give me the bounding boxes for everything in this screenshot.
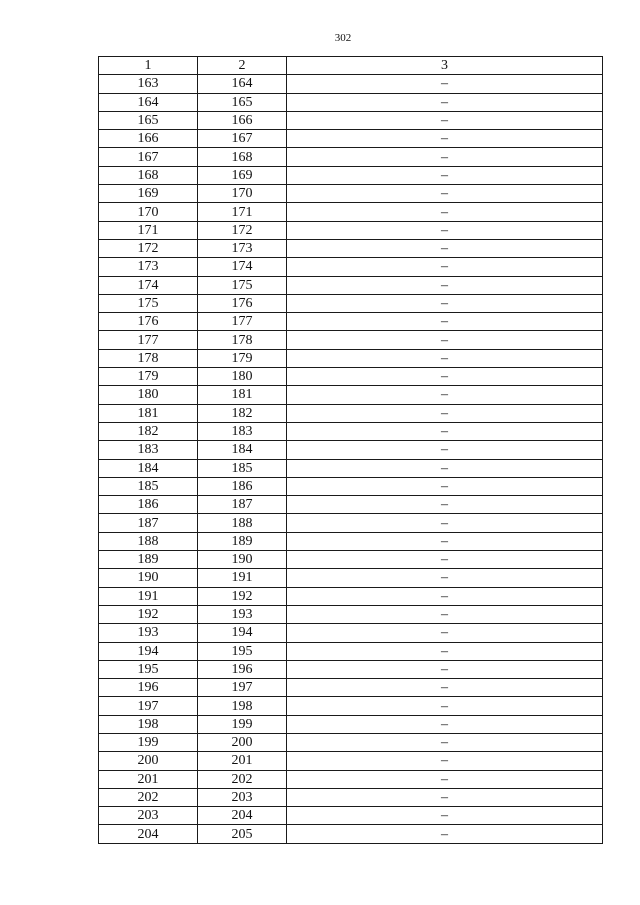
table-cell-col-2: 171	[198, 203, 287, 221]
table-cell-col-1: 188	[99, 532, 198, 550]
table-cell-col-1: 165	[99, 111, 198, 129]
table-cell-col-2: 164	[198, 75, 287, 93]
table-cell-col-1: 198	[99, 715, 198, 733]
table-cell-col-3: –	[287, 605, 603, 623]
column-header-2: 2	[198, 57, 287, 75]
table-cell-col-2: 203	[198, 788, 287, 806]
table-cell-col-1: 164	[99, 93, 198, 111]
table-cell-col-1: 166	[99, 130, 198, 148]
table-cell-col-3: –	[287, 532, 603, 550]
table-cell-col-2: 195	[198, 642, 287, 660]
table-cell-col-3: –	[287, 166, 603, 184]
table-row	[99, 496, 603, 514]
table-cell-col-3: –	[287, 459, 603, 477]
table-row	[99, 551, 603, 569]
column-header-1: 1	[99, 57, 198, 75]
table-cell-col-3: –	[287, 404, 603, 422]
table-cell-col-3: –	[287, 788, 603, 806]
table-row	[99, 313, 603, 331]
table-cell-col-2: 196	[198, 660, 287, 678]
table-row	[99, 770, 603, 788]
table-cell-col-1: 195	[99, 660, 198, 678]
table-cell-col-2: 167	[198, 130, 287, 148]
table-cell-col-2: 204	[198, 807, 287, 825]
table-row	[99, 130, 603, 148]
table-cell-col-1: 163	[99, 75, 198, 93]
table-cell-col-2: 179	[198, 349, 287, 367]
table-cell-col-1: 185	[99, 477, 198, 495]
table-cell-col-2: 199	[198, 715, 287, 733]
table-row	[99, 349, 603, 367]
table-cell-col-2: 201	[198, 752, 287, 770]
table-cell-col-1: 200	[99, 752, 198, 770]
table-cell-col-3: –	[287, 807, 603, 825]
table-cell-col-3: –	[287, 697, 603, 715]
table-cell-col-3: –	[287, 349, 603, 367]
table-cell-col-3: –	[287, 239, 603, 257]
table-cell-col-2: 191	[198, 569, 287, 587]
table-cell-col-1: 169	[99, 185, 198, 203]
table-cell-col-1: 187	[99, 514, 198, 532]
table-row	[99, 203, 603, 221]
table-row	[99, 642, 603, 660]
table-cell-col-1: 168	[99, 166, 198, 184]
table-cell-col-2: 185	[198, 459, 287, 477]
table-cell-col-3: –	[287, 477, 603, 495]
table-cell-col-1: 194	[99, 642, 198, 660]
table-cell-col-1: 201	[99, 770, 198, 788]
table-body	[99, 75, 603, 843]
table-row	[99, 441, 603, 459]
table-cell-col-2: 177	[198, 313, 287, 331]
table-cell-col-2: 183	[198, 422, 287, 440]
table-cell-col-1: 190	[99, 569, 198, 587]
table-row	[99, 514, 603, 532]
table-row	[99, 185, 603, 203]
table-cell-col-1: 175	[99, 294, 198, 312]
table-row	[99, 697, 603, 715]
table-cell-col-2: 189	[198, 532, 287, 550]
table-cell-col-2: 170	[198, 185, 287, 203]
column-header-3: 3	[287, 57, 603, 75]
table-cell-col-3: –	[287, 185, 603, 203]
table-row	[99, 788, 603, 806]
table-cell-col-1: 196	[99, 679, 198, 697]
table-cell-col-3: –	[287, 221, 603, 239]
data-table	[98, 56, 603, 844]
table-cell-col-2: 187	[198, 496, 287, 514]
table-cell-col-3: –	[287, 770, 603, 788]
table-cell-col-2: 194	[198, 624, 287, 642]
table-cell-col-1: 191	[99, 587, 198, 605]
table-cell-col-3: –	[287, 276, 603, 294]
table-cell-col-3: –	[287, 642, 603, 660]
table-cell-col-1: 204	[99, 825, 198, 843]
table-cell-col-2: 176	[198, 294, 287, 312]
header-row	[99, 57, 603, 75]
table-cell-col-1: 186	[99, 496, 198, 514]
table-cell-col-1: 167	[99, 148, 198, 166]
table-cell-col-2: 172	[198, 221, 287, 239]
table-cell-col-2: 202	[198, 770, 287, 788]
table-row	[99, 258, 603, 276]
table-row	[99, 166, 603, 184]
table-row	[99, 368, 603, 386]
table-cell-col-2: 200	[198, 733, 287, 751]
table-row	[99, 477, 603, 495]
table-row	[99, 715, 603, 733]
table-row	[99, 459, 603, 477]
table-cell-col-3: –	[287, 715, 603, 733]
table-cell-col-3: –	[287, 569, 603, 587]
table-cell-col-1: 174	[99, 276, 198, 294]
table-cell-col-2: 168	[198, 148, 287, 166]
table-cell-col-1: 181	[99, 404, 198, 422]
table-cell-col-2: 173	[198, 239, 287, 257]
table-cell-col-3: –	[287, 441, 603, 459]
table-cell-col-2: 166	[198, 111, 287, 129]
table-cell-col-3: –	[287, 624, 603, 642]
table-row	[99, 587, 603, 605]
table-row	[99, 605, 603, 623]
table-cell-col-3: –	[287, 368, 603, 386]
table-cell-col-2: 197	[198, 679, 287, 697]
table-cell-col-2: 178	[198, 331, 287, 349]
page-number: 302	[334, 32, 352, 44]
table-cell-col-1: 171	[99, 221, 198, 239]
table-row	[99, 660, 603, 678]
table-cell-col-1: 183	[99, 441, 198, 459]
table-cell-col-3: –	[287, 130, 603, 148]
table-cell-col-1: 203	[99, 807, 198, 825]
table-cell-col-3: –	[287, 258, 603, 276]
table-row	[99, 404, 603, 422]
table-row	[99, 276, 603, 294]
table-cell-col-2: 175	[198, 276, 287, 294]
table-row	[99, 386, 603, 404]
table-row	[99, 221, 603, 239]
table-cell-col-3: –	[287, 111, 603, 129]
table-cell-col-2: 190	[198, 551, 287, 569]
table-cell-col-3: –	[287, 825, 603, 843]
table-row	[99, 807, 603, 825]
table-cell-col-3: –	[287, 93, 603, 111]
table-cell-col-1: 180	[99, 386, 198, 404]
table-cell-col-1: 170	[99, 203, 198, 221]
table-row	[99, 532, 603, 550]
table-cell-col-1: 172	[99, 239, 198, 257]
table-cell-col-1: 197	[99, 697, 198, 715]
table-cell-col-3: –	[287, 294, 603, 312]
table-row	[99, 111, 603, 129]
table-cell-col-1: 173	[99, 258, 198, 276]
table-cell-col-3: –	[287, 203, 603, 221]
table-row	[99, 422, 603, 440]
table-cell-col-1: 184	[99, 459, 198, 477]
table-row	[99, 331, 603, 349]
table-cell-col-2: 181	[198, 386, 287, 404]
table-cell-col-3: –	[287, 496, 603, 514]
table-row	[99, 294, 603, 312]
table-cell-col-1: 193	[99, 624, 198, 642]
table-cell-col-1: 202	[99, 788, 198, 806]
table-row	[99, 93, 603, 111]
table-cell-col-3: –	[287, 422, 603, 440]
table-row	[99, 624, 603, 642]
table-cell-col-1: 179	[99, 368, 198, 386]
table-row	[99, 569, 603, 587]
table-row	[99, 752, 603, 770]
table-cell-col-2: 169	[198, 166, 287, 184]
table-cell-col-3: –	[287, 587, 603, 605]
table-cell-col-2: 192	[198, 587, 287, 605]
table-cell-col-3: –	[287, 313, 603, 331]
table-cell-col-2: 186	[198, 477, 287, 495]
table-cell-col-3: –	[287, 551, 603, 569]
table-cell-col-2: 180	[198, 368, 287, 386]
table-cell-col-2: 198	[198, 697, 287, 715]
table-cell-col-2: 165	[198, 93, 287, 111]
table-cell-col-2: 184	[198, 441, 287, 459]
table-header	[99, 57, 603, 75]
table-cell-col-2: 205	[198, 825, 287, 843]
table-cell-col-3: –	[287, 679, 603, 697]
table-cell-col-3: –	[287, 148, 603, 166]
table-row	[99, 239, 603, 257]
table-row	[99, 679, 603, 697]
table-row	[99, 733, 603, 751]
table-cell-col-1: 192	[99, 605, 198, 623]
table-cell-col-2: 193	[198, 605, 287, 623]
table-cell-col-1: 182	[99, 422, 198, 440]
table-cell-col-3: –	[287, 752, 603, 770]
table-cell-col-3: –	[287, 514, 603, 532]
table-cell-col-1: 176	[99, 313, 198, 331]
table-cell-col-3: –	[287, 75, 603, 93]
table-cell-col-1: 199	[99, 733, 198, 751]
table-cell-col-2: 174	[198, 258, 287, 276]
table-row	[99, 148, 603, 166]
table-row	[99, 825, 603, 843]
table-row	[99, 75, 603, 93]
table-cell-col-3: –	[287, 660, 603, 678]
table-cell-col-1: 189	[99, 551, 198, 569]
table-cell-col-3: –	[287, 733, 603, 751]
table-cell-col-1: 178	[99, 349, 198, 367]
table-cell-col-2: 182	[198, 404, 287, 422]
table-cell-col-2: 188	[198, 514, 287, 532]
table-cell-col-1: 177	[99, 331, 198, 349]
table-cell-col-3: –	[287, 331, 603, 349]
table-cell-col-3: –	[287, 386, 603, 404]
